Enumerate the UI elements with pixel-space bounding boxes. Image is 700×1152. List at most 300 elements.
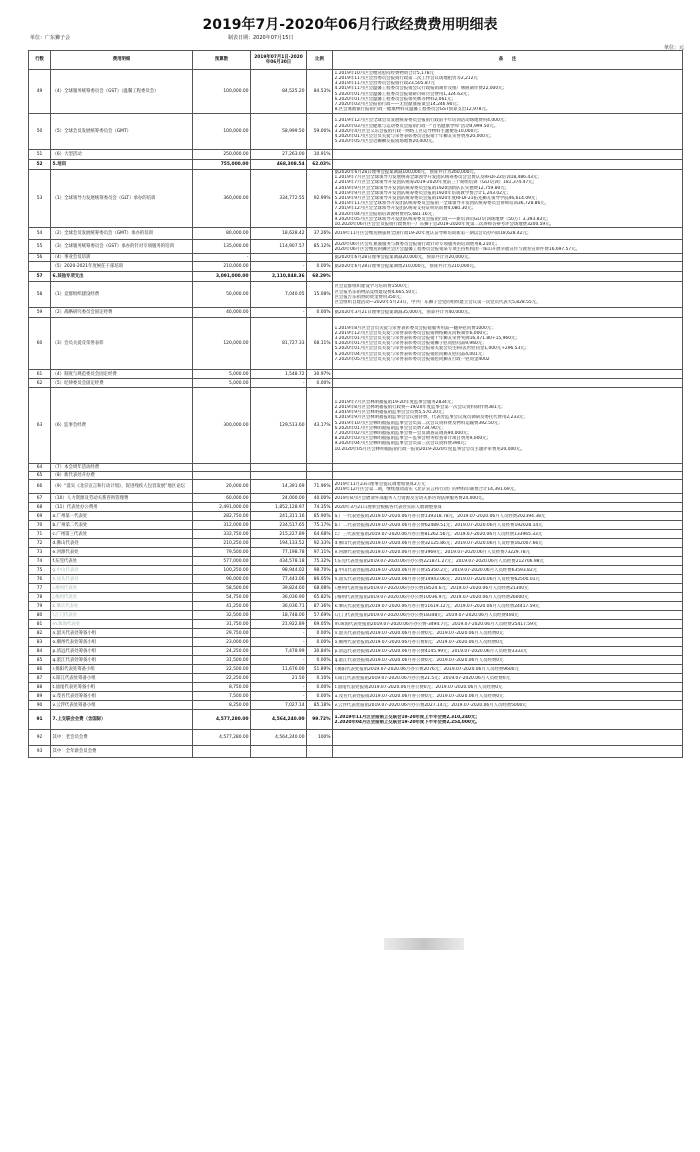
note-line: 2.2019年12月区会会员关爱与荣誉表彰委员会报销网络狮友问候制作6,000元；	[334, 330, 491, 336]
note-line: 1.2019年7月区会林明福报销19-20年度监事会服务2834元；	[334, 399, 456, 405]
row-actual: 1,548.72	[251, 370, 307, 379]
row-ratio	[307, 472, 333, 480]
table-row	[29, 629, 683, 638]
row-ratio: 43.17%	[307, 388, 333, 464]
note-line: 2.2020年04月区会报销上交联会19-20年度下半年会费2,254,000元。	[334, 719, 480, 725]
note-line: d.佛山代表处报销2019.07-2020.06月办公费32125.86元；2019.07-2020.06月人员经费162007.66元	[334, 540, 543, 546]
row-budget: 4,577,280.00	[193, 730, 251, 746]
table-row	[29, 692, 683, 701]
row-note	[333, 566, 683, 575]
row-actual: 114,907.57	[251, 240, 307, 254]
row-actual: 1,852,128.97	[251, 503, 307, 512]
row-budget: 210,000.00	[193, 262, 251, 272]
row-ratio: 0.00%	[307, 692, 333, 701]
row-item: （2）全球会员发展统筹委员会（GMT）承办的培训	[51, 228, 193, 240]
note-line: 2020年06月区会赠送的狮区会区会温馨工程委员会报销某专项主持机构团一珠山开展幸福宣传与教育宣讲件费16,697.57元。	[334, 246, 580, 252]
row-note	[333, 584, 683, 593]
row-budget: 332,750.00	[193, 530, 251, 539]
row-note	[333, 638, 683, 647]
row-item: a.广州第一代表处	[51, 512, 193, 521]
row-actual: 84,525.20	[251, 70, 307, 114]
row-actual	[251, 254, 307, 262]
row-budget: 20,000.00	[193, 480, 251, 494]
row-actual: 334,772.55	[251, 170, 307, 228]
row-budget: 312,000.00	[193, 521, 251, 530]
row-number: 67	[29, 494, 51, 503]
row-number: 84	[29, 647, 51, 656]
row-actual: 18,628.42	[251, 228, 307, 240]
note-line: 区会组织自建活动—2020年5月23日，中共广东狮子会党的组织建立会议第一次党员代表大5,828.55元。	[334, 299, 541, 305]
note-line: 5.2020年01月区会温馨工程委员会报销研讨研讨会费用1,324.63元；	[334, 91, 472, 97]
note-line: 4.2019年11月区会温馨工程委员会报销会议行政报销制作及推广牌匾制作费22,000元；	[334, 86, 507, 92]
table-row	[29, 575, 683, 584]
row-number: 65	[29, 472, 51, 480]
note-line: s.阳江代表处报销2019.07-2020.06月办公费21.5元；2019.07-2020.06月人员经费0元	[334, 675, 510, 681]
row-number: 57	[29, 272, 51, 282]
note-line: 据2020年6月28日理事会提案调减100,000元，预算共计为260,000元。	[334, 170, 479, 175]
note-line: 2019年8月区会聘请外部服务人力资源及劳动关系咨询法律服务费24,000元。	[334, 495, 487, 501]
row-item: n.韶关代表处筹备小组	[51, 629, 193, 638]
row-number: 83	[29, 638, 51, 647]
row-note	[333, 114, 683, 150]
row-note	[333, 656, 683, 665]
note-line: 8.区会血液银行报销行政一健康物料及温馨工程委员会GST预算支出12,978元。	[334, 107, 491, 113]
note-line: 7.2020年03月区会报销行政——无偿献血座谈会14,246.90元；	[334, 101, 462, 107]
row-note	[333, 665, 683, 674]
note-line: v.云浮代表处报销2019.07-2020.06月办公费2027.14元；2019.07-2020.06月人员经费5000元	[334, 702, 527, 708]
row-number: 64	[29, 464, 51, 472]
note-line: i.惠州代表处报销2019.07-2020.06月办公费18524.6元；2019.07-2020.06月人员经费21300元	[334, 585, 529, 591]
row-actual: -	[251, 656, 307, 665]
row-number: 56	[29, 254, 51, 262]
row-ratio: 68.11%	[307, 318, 333, 370]
row-item: m.珠海代表处	[51, 620, 193, 629]
row-note	[333, 272, 683, 282]
row-budget: 755,000.00	[193, 160, 251, 170]
row-ratio: 0.00%	[307, 629, 333, 638]
row-actual: 21,922.89	[251, 620, 307, 629]
row-note	[333, 674, 683, 683]
row-number: 58	[29, 282, 51, 308]
row-note	[333, 548, 683, 557]
row-actual: 77,443.06	[251, 575, 307, 584]
row-ratio: 86.05%	[307, 575, 333, 584]
note-line: o.潮州代表处报销2019.07-2020.06月办公费0元；2019.07-2020.06月人员经费0元	[334, 639, 504, 645]
row-item: e.河源代表处	[51, 548, 193, 557]
row-ratio: 51.89%	[307, 665, 333, 674]
note-line: 2019年11月23日理事会提议调增加预算2万元	[334, 481, 426, 487]
row-item: b.广州第二代表处	[51, 521, 193, 530]
row-number: 90	[29, 701, 51, 710]
note-line: 2020年06月区会红血液服务与教委员会报销行政针对专项服务的培训费用8,210元；	[334, 241, 500, 247]
note-line: 2019年12月区会第二期，继续推动落实《北京宣言和行动》的物料印制费合计14,391.69元。	[334, 486, 519, 492]
note-line: 1.2019年8月区会会员关爱与荣誉表彰委员会报销服务用品—翻养慰问费1000元；	[334, 325, 496, 331]
row-budget: 8,250.00	[193, 701, 251, 710]
row-ratio: 92.33%	[307, 539, 333, 548]
table-row	[29, 557, 683, 566]
row-budget: 250,000.00	[193, 150, 251, 160]
row-ratio: 85.12%	[307, 240, 333, 254]
note-line: 4.2020年01月区会会员关爱与荣誉表彰委员会报销狮子慰问慰问品9,960元；	[334, 341, 487, 347]
table-row	[29, 746, 683, 758]
row-budget: 23,000.00	[193, 638, 251, 647]
row-number: 63	[29, 388, 51, 464]
scan-smudge	[384, 938, 464, 950]
row-ratio	[307, 746, 333, 758]
row-actual: -	[251, 379, 307, 388]
row-ratio: 71.96%	[307, 480, 333, 494]
row-actual: -	[251, 683, 307, 692]
row-budget: 100,000.00	[193, 70, 251, 114]
currency-label: 单位：元	[663, 45, 684, 51]
row-number: 82	[29, 629, 51, 638]
table-row	[29, 318, 683, 370]
row-actual: 7,040.05	[251, 282, 307, 308]
row-ratio: 40.00%	[307, 494, 333, 503]
row-item: （4）制度与规范委员会固定经费	[51, 370, 193, 379]
note-line: 9.2020年05月区会全球领导开发团队统筹委员会报销行政——新培训员GLT培训场地费（50万）3,393.83元；	[334, 216, 551, 222]
row-item: （7）本会周年活动经费	[51, 464, 193, 472]
row-actual: 18,748.00	[251, 611, 307, 620]
table-row	[29, 602, 683, 611]
note-line: 5.2019年10月区会林明福报销监事会会员第二次会议资料费及物料运输费392.50元；	[334, 420, 503, 426]
note-line: 6.2020年01月区会林明福报销监事会会员费734.90元；	[334, 425, 446, 431]
table-row	[29, 611, 683, 620]
row-actual: 36,036.71	[251, 602, 307, 611]
page-title: 2019年7月-2020年06月行政经费费用明细表	[202, 17, 498, 33]
note-line: 1.2019年10月区会赠送慰问经费物资合计5,178元	[334, 70, 434, 76]
note-line: 3.2019年9月区会全球领导开发团队统筹委员会报销1920创新队长实德费12,759.80元；	[334, 185, 510, 191]
table-row	[29, 480, 683, 494]
row-budget: 8,750.00	[193, 683, 251, 692]
table-row	[29, 530, 683, 539]
note-line: u.茂名代表处报销2019.07-2020.06月办公费0元；2019.07-2020.06月人员经费0元	[334, 693, 504, 699]
row-actual: 77,198.78	[251, 548, 307, 557]
row-actual: -	[251, 638, 307, 647]
row-ratio	[307, 464, 333, 472]
row-budget: 2,491,000.00	[193, 503, 251, 512]
note-line: c.广三代表处报销2019.07-2020.06月办公费81262.56元；2019.07-2020.06月人员经费133965.33元	[334, 531, 543, 537]
row-number: 74	[29, 557, 51, 566]
row-note	[333, 701, 683, 710]
note-line: 3.2020年01月区会会员关爱与荣誉表彰委员会报销十年狮友荣誉奖牌16,471.80+15,960元；	[334, 335, 520, 341]
table-row	[29, 512, 683, 521]
row-ratio: 75.17%	[307, 521, 333, 530]
row-budget: 135,000.00	[193, 240, 251, 254]
note-line: 7.2020年02月区会林明福报销监事会费—会员调查证调查90,000元；	[334, 430, 472, 436]
row-note	[333, 70, 683, 114]
row-item: i.惠州代表处	[51, 584, 193, 593]
table-row	[29, 539, 683, 548]
header-item: 费用明细	[51, 51, 193, 70]
row-note	[333, 530, 683, 539]
row-item: （6）监事会经费	[51, 388, 193, 464]
table-row	[29, 566, 683, 575]
row-budget: 31,500.00	[193, 656, 251, 665]
note-line: 7.2019年12月区会全球领导开发团队统筹支持证明培训费4,080.30元；	[334, 206, 476, 212]
table-row	[29, 228, 683, 240]
row-budget: 577,000.00	[193, 557, 251, 566]
row-note	[333, 521, 683, 530]
row-note	[333, 150, 683, 160]
row-number: 54	[29, 228, 51, 240]
row-actual: -	[251, 308, 307, 318]
row-note	[333, 512, 683, 521]
row-ratio: 99.72%	[307, 710, 333, 730]
row-item: f.东莞代表处	[51, 557, 193, 566]
row-budget: 29,750.00	[193, 629, 251, 638]
row-item: （2）战略研究委员会固定经费	[51, 308, 193, 318]
row-number: 50	[29, 114, 51, 150]
row-note	[333, 254, 683, 262]
note-line: 1.2019年7月区会全球领导力发展统筹全球领导开发团队统筹委员会会费认及RFDI-22培训18,486.43元；	[334, 175, 542, 181]
note-line: h.汕头代表处报销2019.07-2020.06月办公费14943.06元；2019.07-2020.06月人员经费62500.01元	[334, 576, 540, 582]
note-line: 10.2020年06月区会会员报销行政费用一广东狮子会2019-2020年度第二次讲师答辩考评会场地费3200.59元。	[334, 222, 555, 228]
row-ratio: 69.05%	[307, 620, 333, 629]
row-note	[333, 503, 683, 512]
row-note	[333, 262, 683, 272]
row-note	[333, 170, 683, 228]
row-note	[333, 472, 683, 480]
row-ratio: 92.99%	[307, 170, 333, 228]
row-item: q.湛江代表处筹备小组	[51, 656, 193, 665]
row-ratio: 0.00%	[307, 262, 333, 272]
note-line: q.湛江代表处报销2019.07-2020.06月办公费0元；2019.07-2020.06月人员经费0元	[334, 657, 504, 663]
table-row	[29, 472, 683, 480]
row-budget: 210,250.00	[193, 539, 251, 548]
row-ratio: 68.29%	[307, 272, 333, 282]
note-line: 4.2019年9月区会全球领导开发团队统筹委员会报销1920年培训教学费合计1,243.02元；	[334, 190, 511, 196]
row-actual: 194,133.52	[251, 539, 307, 548]
row-note	[333, 611, 683, 620]
row-item: o.潮州代表处筹备小组	[51, 638, 193, 647]
row-budget	[193, 472, 251, 480]
row-note	[333, 282, 683, 308]
date-label: 制表日期：2020年07月15日	[228, 35, 294, 41]
row-number	[29, 262, 51, 272]
table-row	[29, 593, 683, 602]
row-budget: 80,000.00	[193, 228, 251, 240]
note-line: t.汕尾代表处报销2019.07-2020.06月办公费0元；2019.07-2020.06月人员经费0元	[334, 684, 503, 690]
header-ratio: 比例	[307, 51, 333, 70]
row-number: 93	[29, 746, 51, 758]
row-ratio: 85.18%	[307, 701, 333, 710]
row-actual: 11,676.00	[251, 665, 307, 674]
note-line: 8.2020年04月区会报销培训教材费用5,681.16元；	[334, 211, 437, 217]
note-line: 3.2019年11月区会营委员会报销行政23,505.87元	[334, 81, 435, 87]
table-row	[29, 620, 683, 629]
row-ratio: 30.97%	[307, 370, 333, 379]
row-ratio: 0.00%	[307, 379, 333, 388]
note-line: 8.2020年03月区会林明福报销监事会—监事会财务检查审计项目费用9,000元；	[334, 436, 491, 442]
row-actual	[251, 472, 307, 480]
row-item: j.梅州代表处	[51, 593, 193, 602]
row-ratio: 0.00%	[307, 638, 333, 647]
row-note	[333, 746, 683, 758]
row-item: （5）全球会员发展统筹委员会（GMT）	[51, 114, 193, 150]
row-number: 62	[29, 379, 51, 388]
note-line: 6.2020年04月区会会员关爱与荣誉表彰委员会报销慰问狮友慰问品4,001元；	[334, 351, 487, 357]
row-item: （4）事业会员培训	[51, 254, 193, 262]
note-line: p.清远代表处报销2019.07-2020.06月办公费4145.99元；2019.07-2020.06月人员经费3333元	[334, 648, 528, 654]
row-budget: 100,000.00	[193, 114, 251, 150]
row-actual: 215,227.89	[251, 530, 307, 539]
row-number: 49	[29, 70, 51, 114]
note-line: 区会报名乐捐物品竞组建设费4,665.50元；	[334, 289, 420, 295]
row-number: 81	[29, 620, 51, 629]
row-note	[333, 308, 683, 318]
row-item: 6.其他专项支出	[51, 272, 193, 282]
row-budget: 120,000.00	[193, 318, 251, 370]
row-budget: 360,000.00	[193, 170, 251, 228]
row-note	[333, 557, 683, 566]
row-budget: 282,750.00	[193, 512, 251, 521]
note-line: 5.2020年01月区会会员关爱与荣誉表彰委员会报销关爱会员生病/去世慰问金1,000元+296.53元；	[334, 346, 530, 352]
row-actual: 14,391.69	[251, 480, 307, 494]
note-line: 6.2019年11月区会全球领导开发团队统筹委员会报销一全球领导开发团队统筹委员会讲师培训36,728.86元，	[334, 201, 550, 207]
row-item: （3）会员关爱及荣誉表彰	[51, 318, 193, 370]
row-actual: 434,578.18	[251, 557, 307, 566]
row-note	[333, 647, 683, 656]
row-actual: 4,564,240.00	[251, 730, 307, 746]
row-ratio: 0.00%	[307, 656, 333, 665]
note-line: r.揭阳代表处报销2019.07-2020.06月办公费2076元；2019.07-2020.06月人员经费9600元	[334, 666, 519, 672]
row-item: k.肇庆代表处	[51, 602, 193, 611]
row-actual	[251, 746, 307, 758]
note-line: k.肇庆代表处报销2019.07-2020.06月办公费11619.12元；2019.07-2020.06月人员经费24417.59元	[334, 603, 540, 609]
row-number: 61	[29, 370, 51, 379]
row-ratio: 30.84%	[307, 647, 333, 656]
row-item: （11）代表处办公费用	[51, 503, 193, 512]
row-item: h.汕头代表处	[51, 575, 193, 584]
table-row	[29, 388, 683, 464]
row-actual: 7,478.99	[251, 647, 307, 656]
row-note	[333, 318, 683, 370]
row-number: 72	[29, 539, 51, 548]
row-item: （6）大型活动	[51, 150, 193, 160]
row-ratio	[307, 254, 333, 262]
note-line: e.河源代表处报销2019.07-2020.06月办公费3969元；2019.07-2020.06月人员经费73229.78元	[334, 549, 530, 555]
note-line: 2.2019年7月区会全球领导开发团队统筹2019-2020年度前三十期组培训（GLT培训）181,374.47元；	[334, 180, 537, 186]
table-row	[29, 170, 683, 228]
row-item: （3）全球服务统筹委员会（GST）承办的针对专项服务的培训	[51, 240, 193, 254]
table-row	[29, 240, 683, 254]
row-ratio: 10.91%	[307, 150, 333, 160]
table-row	[29, 548, 683, 557]
note-line: f.东莞代表处报销2019.07-2020.06月办公费221871.27元；2019.07-2020.06月人员经费212706.98元	[334, 558, 544, 564]
header-actual: 2019年07月1日-2020年06月30日	[251, 51, 307, 70]
unit-label: 单位：广东狮子会	[30, 35, 71, 41]
row-item: c.广州第三代表处	[51, 530, 193, 539]
row-budget: 4,577,280.00	[193, 710, 251, 730]
row-item: 其中：全年新会员会费	[51, 746, 193, 758]
row-actual: 234,517.65	[251, 521, 307, 530]
row-actual: 58,999.50	[251, 114, 307, 150]
note-line: 5.2020年05月区会迈狮狮友报销场地费20,000元。	[334, 139, 437, 145]
row-item: （4）全球服务统筹委员会（GST）（温馨工程委员会）	[51, 70, 193, 114]
row-budget: 90,000.00	[193, 575, 251, 584]
row-item: （10）人力资源及劳动关系咨询管理费	[51, 494, 193, 503]
row-number: 77	[29, 584, 51, 593]
row-budget: -	[193, 254, 251, 262]
row-actual: -	[251, 629, 307, 638]
row-number: 68	[29, 503, 51, 512]
table-row	[29, 160, 683, 170]
note-line: 据2020年3月21日理事会提案调减35,000元，预算共计为40,000元。	[334, 310, 473, 316]
note-line: 2.2019年11月区会营委员会报销行政第二次工作会议场地租赁等2,212元	[334, 75, 478, 81]
table-row	[29, 150, 683, 160]
row-item: （1）全球领导力发展统筹委员会（GLT）承办的培训	[51, 170, 193, 228]
note-line: 2020年3月21日理事会根据各代表处实际人数调整预算	[334, 504, 442, 510]
row-item: （5）2020-2021年度候任干部培训	[51, 262, 193, 272]
row-ratio: 74.35%	[307, 503, 333, 512]
note-line: 3.2019年9月区会林明福报销监事会会员费5,570.20元；	[334, 410, 447, 416]
row-budget: 3,091,000.00	[193, 272, 251, 282]
row-budget: 58,500.00	[193, 584, 251, 593]
row-ratio: 0.00%	[307, 308, 333, 318]
note-line: j.梅州代表处报销2019.07-2020.06月办公费10036.9元；2019.07-2020.06月人员经费26000元	[334, 594, 529, 600]
row-budget: 100,250.00	[193, 566, 251, 575]
row-number: 87	[29, 674, 51, 683]
row-note	[333, 464, 683, 472]
row-number: 69	[29, 512, 51, 521]
header-budget: 预算数	[193, 51, 251, 70]
note-line: 2019年11月区会赠送换届将全国行政19-20年度认证导师培训新第一期以会员办内训18,628.42元；	[334, 231, 532, 237]
row-note	[333, 160, 683, 170]
table-row	[29, 683, 683, 692]
row-item: （9）“落实《北京宣言和行动计划》，促进残疾人包容发展”地区论坛	[51, 480, 193, 494]
row-number: 80	[29, 611, 51, 620]
table-row	[29, 647, 683, 656]
row-note	[333, 480, 683, 494]
row-actual: 129,513.60	[251, 388, 307, 464]
row-actual: 468,308.54	[251, 160, 307, 170]
row-item: l.江门代表处	[51, 611, 193, 620]
row-item: （8）新代表处开办费	[51, 472, 193, 480]
table-row	[29, 730, 683, 746]
note-line: 2.2019年8月区会林明福报销行政费—19/20年度监事会第一次会议资料制作费381元；	[334, 404, 506, 410]
row-note	[333, 730, 683, 746]
table-row	[29, 370, 683, 379]
note-line: 据2020年6月28日理事会提案调增210,000元，预算共计为210,000元。	[334, 264, 479, 270]
row-ratio: 75.32%	[307, 557, 333, 566]
row-budget: 5,000.00	[193, 379, 251, 388]
table-row	[29, 114, 683, 150]
row-number: 59	[29, 308, 51, 318]
row-actual: 27,263.00	[251, 150, 307, 160]
row-item: d.佛山代表处	[51, 539, 193, 548]
row-actual: 98,944.02	[251, 566, 307, 575]
note-line: g.中山代表处报销2019.07-2020.06月办公费35350.2元；2019.07-2020.06月人员经费63593.82元	[334, 567, 538, 573]
row-note	[333, 620, 683, 629]
row-ratio: 84.53%	[307, 70, 333, 114]
row-number: 70	[29, 521, 51, 530]
row-actual: 81,727.33	[251, 318, 307, 370]
note-line: 5.2019年9月区会全球领导开发团队统筹委员会报销1920年度RFDI-21拓先狮友领导学院46,614.09元；	[334, 196, 540, 202]
row-ratio: 68.08%	[307, 584, 333, 593]
note-line: 区会竞群组织建设学习培训费1500元；	[334, 284, 412, 290]
note-line: l.江门代表处报销2019.07-2020.06月办公费18348元；2019.07-2020.06月人员经费400元	[334, 612, 519, 618]
row-note	[333, 692, 683, 701]
row-actual: -	[251, 262, 307, 272]
row-budget: 300,000.00	[193, 388, 251, 464]
row-budget: 31,750.00	[193, 620, 251, 629]
row-number: 53	[29, 170, 51, 228]
row-number: 73	[29, 548, 51, 557]
row-note	[333, 539, 683, 548]
row-number: 89	[29, 692, 51, 701]
row-item: （1）竞群组织建设经费	[51, 282, 193, 308]
